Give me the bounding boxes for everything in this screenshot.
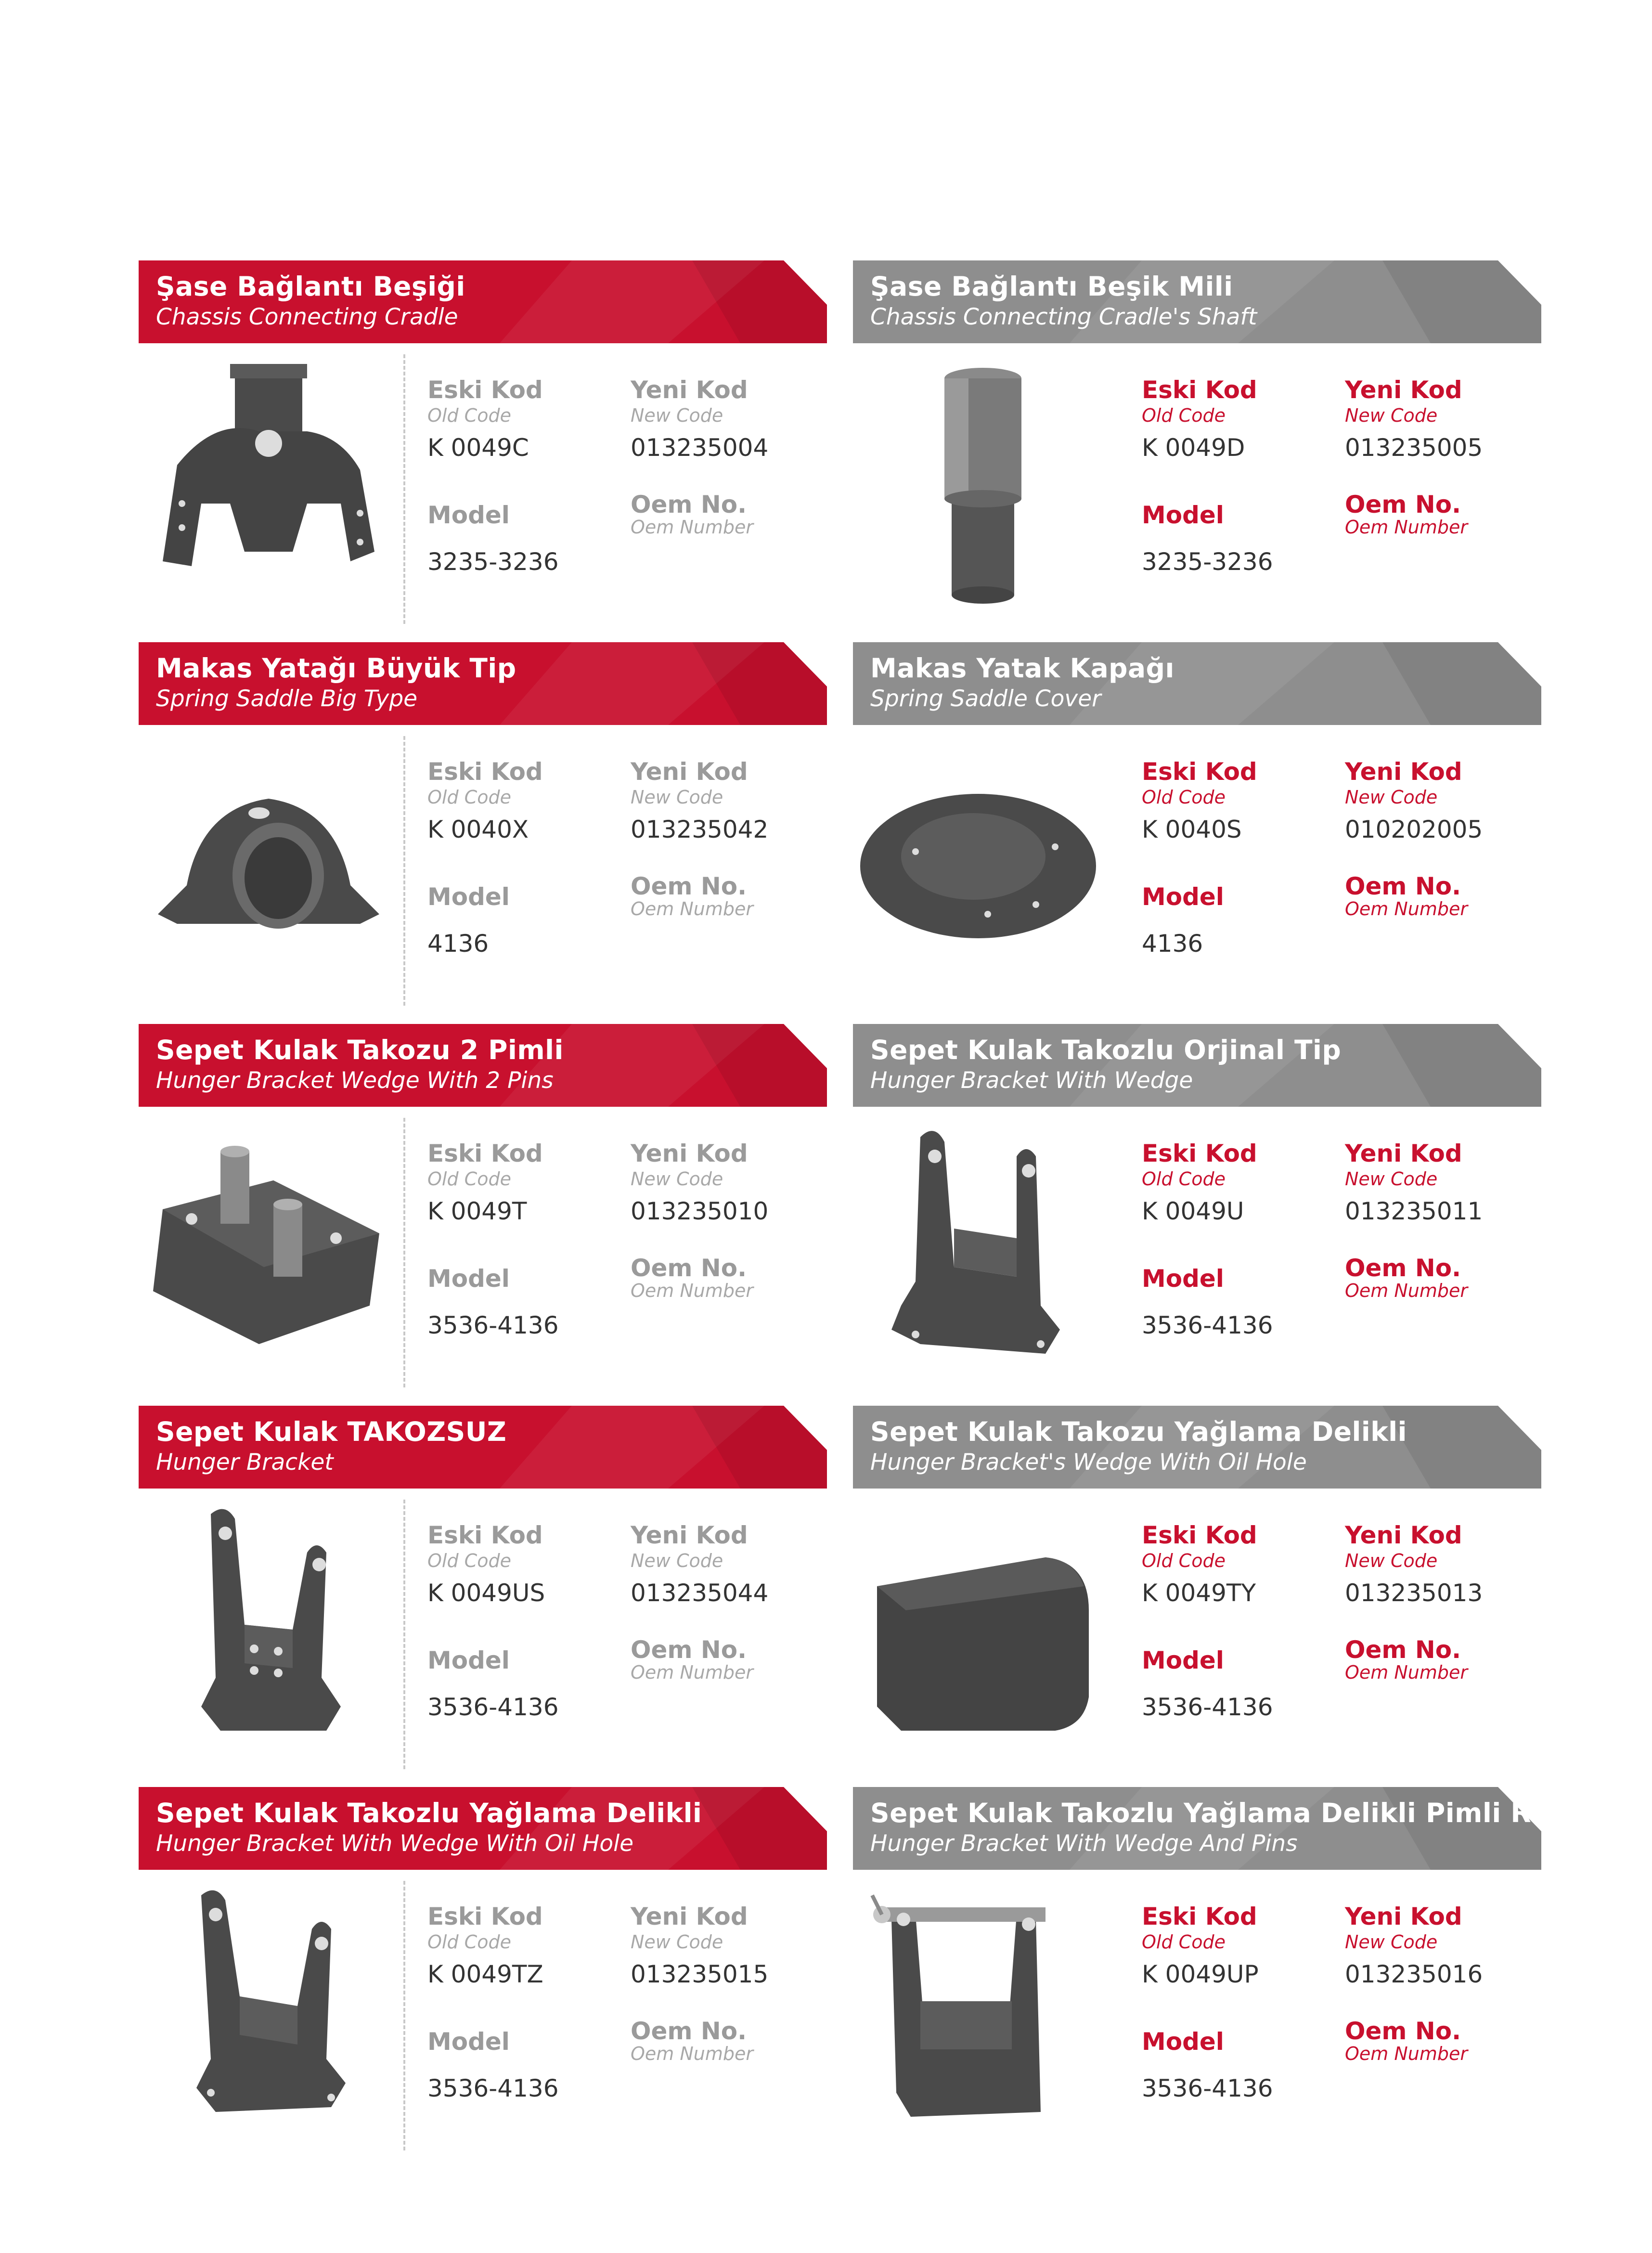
old-code-label: Eski Kod [427, 1903, 543, 1930]
new-code-label: Yeni Kod [1345, 1903, 1462, 1930]
new-code-label: Yeni Kod [1345, 376, 1462, 404]
oem-label: Oem No. [631, 1636, 747, 1664]
new-code-value: 013235011 [1345, 1197, 1483, 1225]
divider-line [403, 736, 405, 1006]
cradle-icon [148, 359, 389, 619]
old-code-label: Eski Kod [1142, 1521, 1257, 1549]
oem-label: Oem No. [631, 872, 747, 900]
old-code-value: K 0049TY [1142, 1579, 1256, 1607]
product-banner [139, 1024, 827, 1107]
new-code-sublabel: New Code [1345, 787, 1438, 808]
old-code-sublabel: Old Code [427, 1168, 511, 1190]
oem-sublabel: Oem Number [1345, 2043, 1468, 2064]
old-code-label: Eski Kod [427, 758, 543, 786]
bracket-icon [148, 1886, 389, 2146]
new-code-value: 010202005 [1345, 816, 1483, 843]
product-title: Şase Bağlantı Beşik Mili [870, 271, 1233, 302]
oem-label: Oem No. [631, 491, 747, 518]
old-code-sublabel: Old Code [1142, 1931, 1226, 1953]
model-value: 3536-4136 [427, 1311, 559, 1339]
new-code-value: 013235015 [631, 1960, 769, 1988]
model-label: Model [1142, 501, 1224, 529]
model-label: Model [427, 883, 510, 911]
new-code-sublabel: New Code [631, 405, 723, 426]
old-code-label: Eski Kod [1142, 1139, 1257, 1167]
new-code-sublabel: New Code [1345, 1931, 1438, 1953]
oem-label: Oem No. [1345, 1254, 1461, 1282]
new-code-label: Yeni Kod [631, 1139, 748, 1167]
old-code-sublabel: Old Code [1142, 787, 1226, 808]
product-subtitle: Chassis Connecting Cradle [156, 304, 458, 330]
wedge-plate-icon [863, 1504, 1103, 1764]
old-code-sublabel: Old Code [427, 1550, 511, 1571]
product-card [139, 260, 827, 642]
oem-sublabel: Oem Number [1345, 517, 1468, 538]
old-code-sublabel: Old Code [427, 787, 511, 808]
model-label: Model [427, 501, 510, 529]
product-card [139, 1024, 827, 1405]
oem-label: Oem No. [1345, 491, 1461, 518]
old-code-value: K 0040X [427, 816, 529, 843]
oem-sublabel: Oem Number [631, 1662, 754, 1683]
bracket-icon [863, 1123, 1103, 1383]
product-title: Sepet Kulak TAKOZSUZ [156, 1416, 507, 1447]
old-code-sublabel: Old Code [1142, 405, 1226, 426]
model-value: 3536-4136 [427, 1693, 559, 1721]
old-code-value: K 0049T [427, 1197, 527, 1225]
old-code-label: Eski Kod [427, 1521, 543, 1549]
new-code-label: Yeni Kod [631, 1903, 748, 1930]
product-title: Sepet Kulak Takozlu Yağlama Delikli Pimli Rondelalı [870, 1798, 1652, 1828]
model-value: 3536-4136 [1142, 1693, 1273, 1721]
new-code-sublabel: New Code [631, 787, 723, 808]
new-code-sublabel: New Code [631, 1550, 723, 1571]
old-code-value: K 0049U [1142, 1197, 1244, 1225]
product-card [853, 642, 1541, 1023]
bracket-pins-icon [863, 1886, 1103, 2146]
new-code-sublabel: New Code [1345, 1168, 1438, 1190]
old-code-value: K 0049C [427, 434, 529, 462]
product-banner [853, 642, 1541, 725]
product-subtitle: Spring Saddle Cover [870, 686, 1101, 712]
saddle-icon [148, 741, 389, 1001]
product-subtitle: Spring Saddle Big Type [156, 686, 418, 712]
product-subtitle: Hunger Bracket With Wedge With Oil Hole [156, 1830, 634, 1857]
product-subtitle: Hunger Bracket's Wedge With Oil Hole [870, 1449, 1307, 1476]
product-banner [853, 1787, 1652, 1870]
old-code-value: K 0049US [427, 1579, 545, 1607]
product-title: Şase Bağlantı Beşiği [156, 271, 465, 302]
old-code-label: Eski Kod [1142, 1903, 1257, 1930]
oem-label: Oem No. [1345, 1636, 1461, 1664]
product-card [139, 1787, 827, 2168]
old-code-label: Eski Kod [1142, 758, 1257, 786]
product-subtitle: Hunger Bracket [156, 1449, 334, 1476]
new-code-label: Yeni Kod [631, 1521, 748, 1549]
product-subtitle: Hunger Bracket With Wedge And Pins [870, 1830, 1298, 1857]
product-title: Sepet Kulak Takozu 2 Pimli [156, 1035, 564, 1065]
divider-line [403, 1500, 405, 1769]
old-code-sublabel: Old Code [427, 1931, 511, 1953]
model-label: Model [427, 1265, 510, 1293]
product-banner [139, 1787, 827, 1870]
new-code-value: 013235004 [631, 434, 769, 462]
model-value: 4136 [427, 930, 489, 958]
oem-sublabel: Oem Number [631, 1280, 754, 1301]
model-label: Model [427, 1646, 510, 1674]
model-label: Model [1142, 1265, 1224, 1293]
model-label: Model [1142, 883, 1224, 911]
oem-label: Oem No. [631, 1254, 747, 1282]
new-code-label: Yeni Kod [631, 376, 748, 404]
model-value: 3536-4136 [1142, 1311, 1273, 1339]
product-title: Sepet Kulak Takozlu Yağlama Delikli [156, 1798, 702, 1828]
model-value: 3235-3236 [427, 548, 559, 576]
old-code-label: Eski Kod [427, 1139, 543, 1167]
product-card [853, 1406, 1541, 1787]
new-code-label: Yeni Kod [1345, 1139, 1462, 1167]
product-title: Sepet Kulak Takozu Yağlama Delikli [870, 1416, 1407, 1447]
oem-sublabel: Oem Number [1345, 898, 1468, 919]
oem-sublabel: Oem Number [1345, 1280, 1468, 1301]
new-code-value: 013235016 [1345, 1960, 1483, 1988]
product-banner [139, 642, 827, 725]
old-code-label: Eski Kod [427, 376, 543, 404]
new-code-label: Yeni Kod [631, 758, 748, 786]
model-value: 3536-4136 [427, 2074, 559, 2102]
product-title: Makas Yatağı Büyük Tip [156, 653, 516, 684]
oem-sublabel: Oem Number [631, 517, 754, 538]
product-banner [139, 260, 827, 343]
product-card [853, 1787, 1652, 2168]
new-code-sublabel: New Code [1345, 405, 1438, 426]
oem-label: Oem No. [631, 2017, 747, 2045]
new-code-label: Yeni Kod [1345, 1521, 1462, 1549]
oem-sublabel: Oem Number [1345, 1662, 1468, 1683]
cover-icon [863, 741, 1103, 1001]
bracket-icon [148, 1504, 389, 1764]
new-code-sublabel: New Code [631, 1168, 723, 1190]
new-code-label: Yeni Kod [1345, 758, 1462, 786]
oem-label: Oem No. [1345, 2017, 1461, 2045]
product-card [139, 1406, 827, 1787]
product-subtitle: Hunger Bracket With Wedge [870, 1067, 1193, 1094]
old-code-value: K 0049D [1142, 434, 1245, 462]
new-code-sublabel: New Code [631, 1931, 723, 1953]
model-label: Model [1142, 1646, 1224, 1674]
old-code-value: K 0049UP [1142, 1960, 1259, 1988]
product-subtitle: Hunger Bracket Wedge With 2 Pins [156, 1067, 554, 1094]
old-code-sublabel: Old Code [427, 405, 511, 426]
wedge-pins-icon [148, 1123, 389, 1383]
product-title: Makas Yatak Kapağı [870, 653, 1174, 684]
old-code-sublabel: Old Code [1142, 1168, 1226, 1190]
model-value: 4136 [1142, 930, 1203, 958]
old-code-value: K 0040S [1142, 816, 1242, 843]
new-code-value: 013235042 [631, 816, 769, 843]
new-code-value: 013235013 [1345, 1579, 1483, 1607]
product-card [853, 260, 1541, 642]
product-banner [853, 260, 1541, 343]
model-label: Model [427, 2028, 510, 2056]
new-code-sublabel: New Code [1345, 1550, 1438, 1571]
oem-label: Oem No. [1345, 872, 1461, 900]
old-code-value: K 0049TZ [427, 1960, 543, 1988]
new-code-value: 013235010 [631, 1197, 769, 1225]
product-banner [853, 1406, 1541, 1489]
model-value: 3235-3236 [1142, 548, 1273, 576]
model-label: Model [1142, 2028, 1224, 2056]
product-subtitle: Chassis Connecting Cradle's Shaft [870, 304, 1257, 330]
model-value: 3536-4136 [1142, 2074, 1273, 2102]
old-code-label: Eski Kod [1142, 376, 1257, 404]
oem-sublabel: Oem Number [631, 898, 754, 919]
product-title: Sepet Kulak Takozlu Orjinal Tip [870, 1035, 1342, 1065]
new-code-value: 013235044 [631, 1579, 769, 1607]
new-code-value: 013235005 [1345, 434, 1483, 462]
oem-sublabel: Oem Number [631, 2043, 754, 2064]
product-card [139, 642, 827, 1023]
old-code-sublabel: Old Code [1142, 1550, 1226, 1571]
divider-line [403, 354, 405, 624]
product-card [853, 1024, 1541, 1405]
divider-line [403, 1118, 405, 1387]
product-banner [139, 1406, 827, 1489]
shaft-icon [863, 359, 1103, 619]
divider-line [403, 1881, 405, 2150]
product-banner [853, 1024, 1541, 1107]
